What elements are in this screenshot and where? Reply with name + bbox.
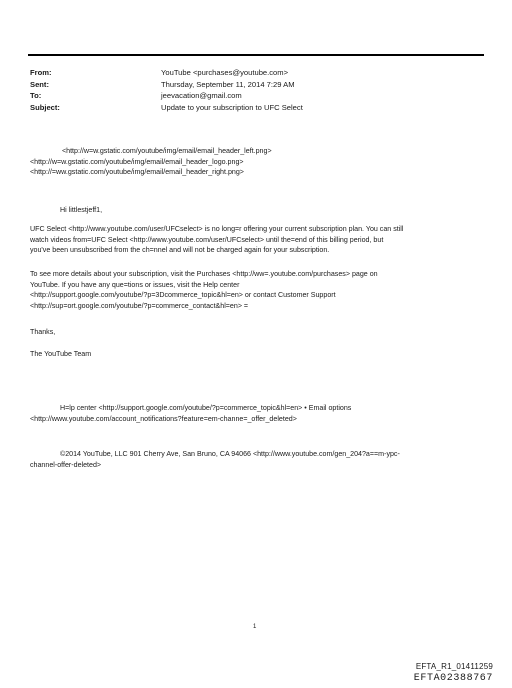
doc-id-secondary: EFTA02388767 bbox=[413, 673, 493, 684]
copyright-line: ©2014 YouTube, LLC 901 Cherry Ave, San Bruno, CA 94066 <http://www.youtube.com/gen_204?a==m-ypc- bbox=[60, 450, 400, 458]
subject-label: Subject: bbox=[30, 102, 60, 112]
from-row bbox=[30, 67, 486, 79]
email-header bbox=[30, 67, 486, 113]
subject-row bbox=[30, 102, 486, 114]
greeting: Hi littlestjeff1, bbox=[60, 206, 103, 214]
thanks: Thanks, bbox=[30, 328, 56, 336]
footer-line: H=lp center <http://support.google.com/youtube/?p=commerce_topic&hl=en> • Email options bbox=[60, 404, 352, 412]
paragraph-line: watch videos from=UFC Select <http://www.youtube.com/user/UFCselect> until the=end of this billing period, but bbox=[30, 235, 384, 244]
image-link-right: <http://=ww.gstatic.com/youtube/img/email/email_header_right.png> bbox=[30, 168, 244, 177]
copyright-line: channel-offer-deleted> bbox=[30, 460, 102, 469]
doc-id-primary: EFTA_R1_01411259 bbox=[415, 662, 493, 671]
sent-value: Thursday, September 11, 2014 7:29 AM bbox=[161, 79, 295, 89]
to-label: To: bbox=[30, 91, 42, 100]
from-value: YouTube <purchases@youtube.com> bbox=[161, 68, 289, 77]
header-rule bbox=[28, 54, 484, 56]
paragraph-line: To see more details about your subscription, visit the Purchases <http://ww=.youtube.com/purchases> page on bbox=[30, 270, 378, 278]
sent-row bbox=[30, 79, 486, 91]
image-links bbox=[30, 146, 486, 178]
image-link-logo: <http://w=w.gstatic.com/youtube/img/email/email_header_logo.png> bbox=[30, 157, 244, 166]
paragraph-line: <http://support.google.com/youtube/?p=3Dcommerce_topic&hl=en> or contact Customer Support bbox=[30, 291, 336, 300]
paragraph-line: YouTube. If you have any que=tions or issues, visit the Help center bbox=[30, 280, 240, 289]
paragraph-line: you've been unsubscribed from the ch=nnel and will not be charged again for your subscription. bbox=[30, 246, 330, 255]
to-row bbox=[30, 90, 486, 102]
signature: The YouTube Team bbox=[30, 350, 92, 358]
paragraph-line: UFC Select <http://www.youtube.com/user/UFCselect> is no long=r offering your current subscription plan. You can still bbox=[30, 225, 404, 233]
paragraph-details bbox=[30, 269, 486, 311]
footer-links bbox=[30, 403, 486, 424]
sent-label: Sent: bbox=[30, 79, 49, 89]
footer-line: <http://www.youtube.com/account_notifications?feature=em-channe=_offer_deleted> bbox=[30, 414, 297, 423]
page-number: 1 bbox=[253, 624, 257, 630]
paragraph-line: <http://sup=ort.google.com/youtube/?p=commerce_contact&hl=en> = bbox=[30, 301, 249, 310]
to-value: jeevacation@gmail.com bbox=[161, 91, 242, 100]
subject-value: Update to your subscription to UFC Select bbox=[161, 102, 303, 112]
paragraph-unsubscribed bbox=[30, 224, 486, 256]
image-link-left: <http://w=w.gstatic.com/youtube/img/email/email_header_left.png> bbox=[62, 147, 272, 155]
from-label: From: bbox=[30, 68, 52, 77]
copyright bbox=[30, 449, 486, 470]
